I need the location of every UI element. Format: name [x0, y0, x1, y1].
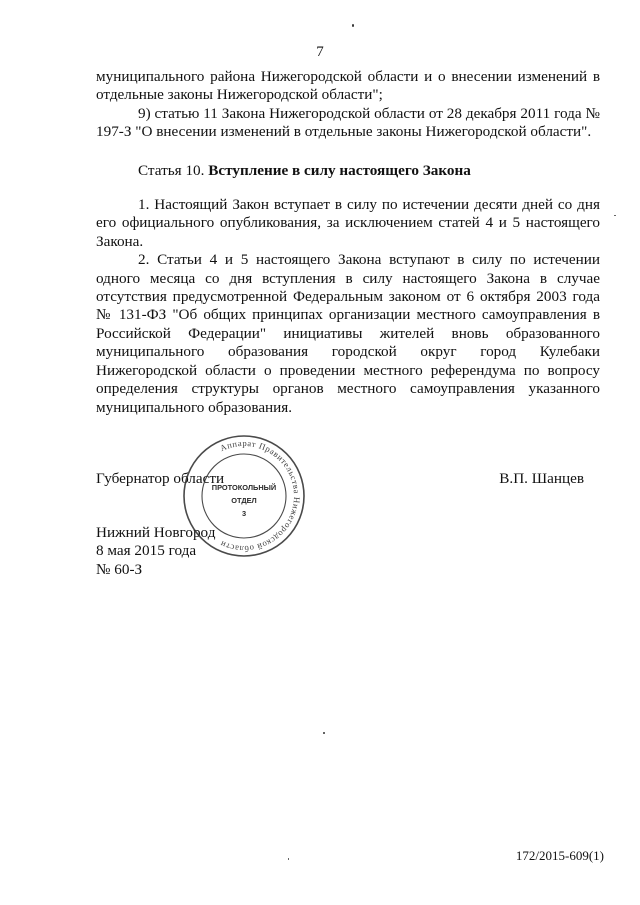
paragraph-continuation: муниципального района Нижегородской области и о внесении изменений в отдельные законы Нижегородской области";	[96, 68, 600, 104]
scan-speck	[323, 732, 325, 734]
article-heading	[96, 162, 600, 180]
page-number: 7	[316, 44, 324, 60]
place: Нижний Новгород	[96, 524, 216, 541]
law-number: № 60-З	[96, 560, 143, 578]
stamp-center-line1: ПРОТОКОЛЬНЫЙ	[211, 483, 277, 492]
scan-speck	[352, 24, 354, 27]
paragraph-item-9: 9) статью 11 Закона Нижегородской области от 28 декабря 2011 года № 197-З "О внесении изменений в отдельные законы Нижегородской области".	[96, 104, 600, 141]
article-title: Вступление в силу настоящего Закона	[208, 161, 471, 179]
article-prefix: Статья 10.	[138, 161, 209, 179]
article-paragraph-1: 1. Настоящий Закон вступает в силу по истечении десяти дней со дня его официального опубликования, за исключением статей 4 и 5 настоящего Закона.	[96, 196, 600, 250]
body-text	[96, 68, 600, 417]
stamp-center-line2: ОТДЕЛ	[231, 496, 257, 505]
scan-speck	[614, 215, 616, 216]
article-paragraph-2: 2. Статьи 4 и 5 настоящего Закона вступают в силу по истечении одного месяца со дня вступления в силу настоящего Закона в случае отсутствия предусмотренной Федеральным законом от 6 октября 2003 года № 131-ФЗ "Об общих принципах организации местного самоуправления в Российской Федерации" инициативы жителей вновь образованного муниципального образования городской округ город Кулебаки Нижегородской области о проведении местного референдума по вопросу определения структуры органов местного самоуправления указанного муниципального образования.	[96, 251, 600, 416]
footer-code: 172/2015-609(1)	[515, 848, 604, 863]
signature-name: В.П. Шанцев	[499, 470, 584, 487]
stamp-center-line3: 3	[241, 509, 247, 518]
date: 8 мая 2015 года	[96, 542, 197, 560]
stamp-ring-text: Аппарат Правительства Нижегородской области	[218, 437, 303, 555]
scan-speck	[288, 858, 289, 860]
stamp-seal	[180, 432, 308, 560]
signature-position: Губернатор области	[96, 470, 225, 487]
